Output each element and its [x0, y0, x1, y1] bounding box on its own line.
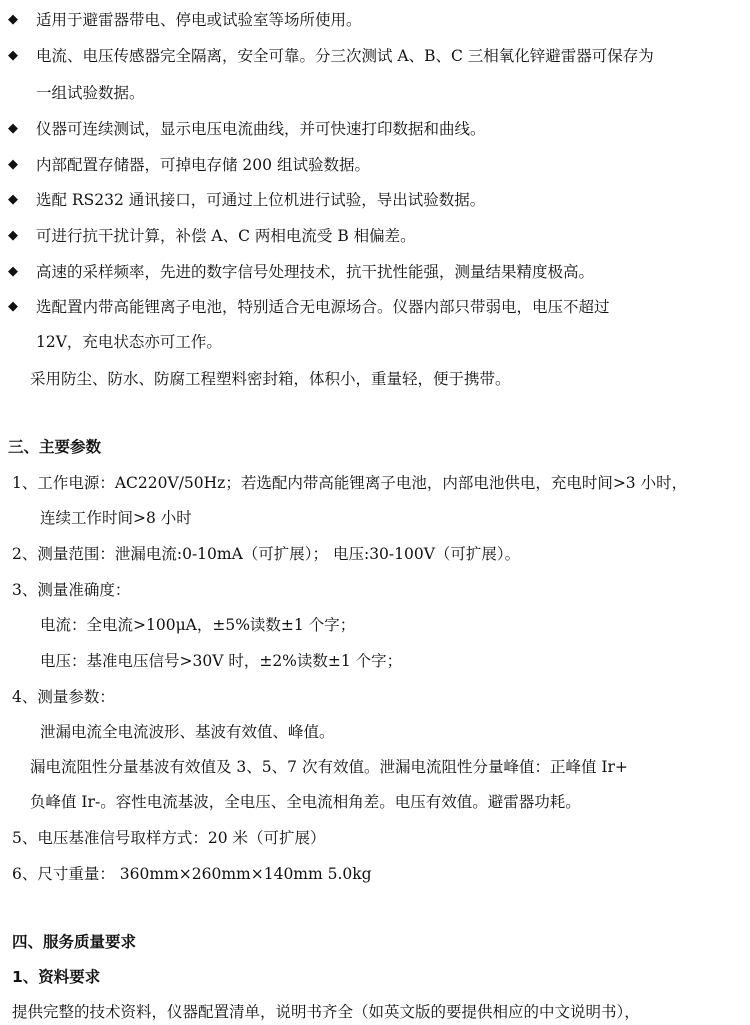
section-heading-service: 四、服务质量要求	[12, 933, 137, 951]
feature-item: 高速的采样频率，先进的数字信号处理技术，抗干扰性能强，测量结果精度极高。	[36, 263, 595, 281]
feature-item: 内部配置存储器，可掉电存储 200 组试验数据。	[36, 156, 370, 174]
feature-item: 可进行抗干扰计算，补偿 A、C 两相电流受 B 相偏差。	[36, 227, 416, 245]
feature-item: 电流、电压传感器完全隔离，安全可靠。分三次测试 A、B、C 三相氧化锌避雷器可保存为	[36, 47, 654, 65]
param-power-supply: 1、工作电源：AC220V/50Hz；若选配内带高能锂离子电池，内部电池供电，充电时间>3 小时，	[12, 474, 688, 492]
feature-item: 适用于避雷器带电、停电或试验室等场所使用。	[36, 11, 362, 29]
feature-item: 选配置内带高能锂离子电池，特别适合无电源场合。仪器内部只带弱电，电压不超过	[36, 298, 610, 316]
diamond-bullet-icon: ◆	[8, 299, 18, 314]
feature-item-continuation: 12V，充电状态亦可工作。	[36, 333, 222, 351]
extra-feature-text: 采用防尘、防水、防腐工程塑料密封箱，体积小，重量轻，便于携带。	[30, 370, 511, 388]
diamond-bullet-icon: ◆	[8, 121, 18, 136]
param-sampling-method: 5、电压基准信号取样方式：20 米（可扩展）	[12, 829, 326, 847]
param-power-supply-continuation: 连续工作时间>8 小时	[40, 509, 192, 527]
param-measure-params: 4、测量参数：	[12, 688, 115, 706]
param-measure-params-b: 漏电流阻性分量基波有效值及 3、5、7 次有效值。泄漏电流阻性分量峰值：正峰值 Ir+	[30, 758, 628, 776]
feature-item: 仪器可连续测试，显示电压电流曲线，并可快速打印数据和曲线。	[36, 120, 486, 138]
feature-item: 选配 RS232 通讯接口，可通过上位机进行试验，导出试验数据。	[36, 191, 486, 209]
subsection-heading-documents: 1、资料要求	[12, 968, 101, 986]
param-measure-params-a: 泄漏电流全电流波形、基波有效值、峰值。	[40, 723, 335, 741]
param-measure-range: 2、测量范围：泄漏电流:0-10mA（可扩展）； 电压:30-100V（可扩展）。	[12, 545, 521, 563]
feature-item-continuation: 一组试验数据。	[36, 84, 145, 102]
param-accuracy-voltage: 电压：基准电压信号>30V 时，±2%读数±1 个字；	[40, 652, 403, 670]
diamond-bullet-icon: ◆	[8, 264, 18, 279]
param-accuracy: 3、测量准确度：	[12, 581, 131, 599]
param-accuracy-current: 电流：全电流>100μA，±5%读数±1 个字；	[40, 616, 356, 634]
param-measure-params-c: 负峰值 Ir-。容性电流基波，全电压、全电流相角差。电压有效值。避雷器功耗。	[30, 793, 581, 811]
diamond-bullet-icon: ◆	[8, 12, 18, 27]
section-heading-parameters: 三、主要参数	[8, 438, 102, 456]
diamond-bullet-icon: ◆	[8, 157, 18, 172]
diamond-bullet-icon: ◆	[8, 228, 18, 243]
documents-requirement-text: 提供完整的技术资料，仪器配置清单，说明书齐全（如英文版的要提供相应的中文说明书），	[12, 1003, 640, 1021]
diamond-bullet-icon: ◆	[8, 192, 18, 207]
param-size-weight: 6、尺寸重量： 360mm×260mm×140mm 5.0kg	[12, 865, 372, 883]
diamond-bullet-icon: ◆	[8, 48, 18, 63]
